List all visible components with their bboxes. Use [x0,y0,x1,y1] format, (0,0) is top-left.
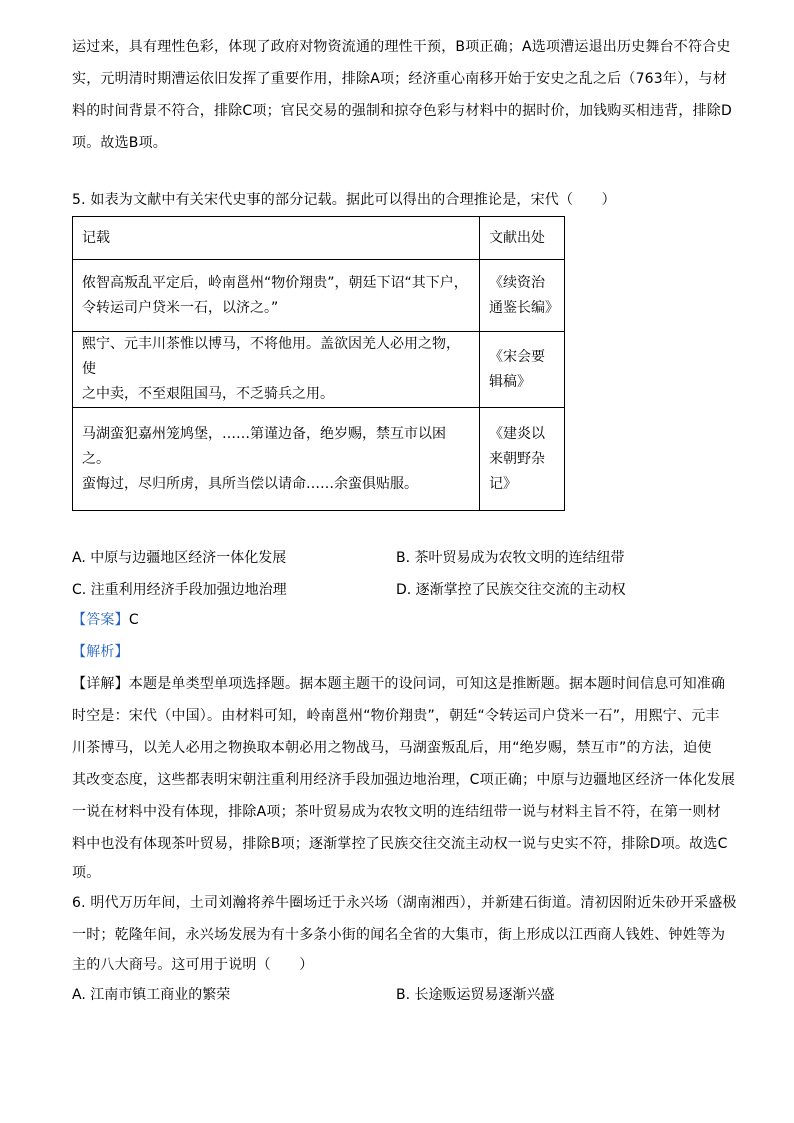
header-record: 记载 [73,217,480,260]
intro-line: 运过来，具有理性色彩，体现了政府对物资流通的理性干预，B项正确；A选项漕运退出历史舞台不符合史 [72,39,731,55]
analysis-line: 料中也没有体现茶叶贸易，排除B项；逐渐掌控了民族交往交流主动权一说与史实不符，排除D项。故选C [72,836,728,852]
table-header-row [73,217,565,260]
analysis-line: 川茶博马，以羌人必用之物换取本朝必用之物战马，马湖蛮叛乱后，用“绝岁赐，禁互市”的方法，迫使 [72,740,712,756]
intro-line: 料的时间背景不符合，排除C项；官民交易的强制和掠夺色彩与材料中的据时价，加钱购买相违背，排除D [72,103,732,119]
answer-value: C [128,612,139,628]
question-5-stem: 5. 如表为文献中有关宋代史事的部分记载。据此可以得出的合理推论是，宋代（ ） [72,192,616,208]
option-b: B. 茶叶贸易成为农牧文明的连结纽带 [396,550,625,566]
table-row [73,332,565,408]
answer-tag: 【答案】 [72,612,129,628]
record-cell: 熙宁、元丰川茶惟以博马，不将他用。盖欲因羌人必用之物，使 之中卖，不至艰阻国马，不乏骑兵之用。 [73,332,480,408]
q6-option-a: A. 江南市镇工商业的繁荣 [72,987,231,1003]
record-cell: 侬智高叛乱平定后，岭南邕州“物价翔贵”，朝廷下诏“其下户， 令转运司户贷米一石，以济之。” [73,260,480,332]
analysis-line: 【详解】本题是单类型单项选择题。据本题主题干的设问词，可知这是推断题。据本题时间信息可知准确 [72,676,726,692]
analysis-line: 其改变态度，这些都表明宋朝注重利用经济手段加强边地治理，C项正确；中原与边疆地区经济一体化发展 [72,772,736,788]
option-c: C. 注重利用经济手段加强边地治理 [72,582,287,598]
question-6-stem: 一时；乾隆年间，永兴场发展为有十多条小街的闻名全省的大集市，街上形成以江西商人钱姓、钟姓等为 [72,927,726,943]
source-cell: 《建炎以 来朝野杂 记》 [480,408,565,511]
option-a: A. 中原与边疆地区经济一体化发展 [72,550,287,566]
option-d: D. 逐渐掌控了民族交往交流的主动权 [396,582,626,598]
source-table [72,216,565,511]
source-cell: 《续资治 通鉴长编》 [480,260,565,332]
source-cell: 《宋会要 辑稿》 [480,332,565,408]
analysis-tag: 【解析】 [72,644,129,660]
intro-line: 项。故选B项。 [72,135,168,151]
q6-option-b: B. 长途贩运贸易逐渐兴盛 [396,987,555,1003]
table-row [73,260,565,332]
analysis-line: 项。 [72,865,101,881]
table-row [73,408,565,511]
header-source: 文献出处 [480,217,565,260]
analysis-line: 一说在材料中没有体现，排除A项；茶叶贸易成为农牧文明的连结纽带一说与材料主旨不符，在第一则材 [72,804,721,820]
analysis-line: 时空是：宋代（中国）。由材料可知，岭南邕州“物价翔贵”，朝廷“令转运司户贷米一石”，用熙宁、元丰 [72,708,720,724]
question-6-stem: 6. 明代万历年间，土司刘瀚将养牛圈场迁于永兴场（湖南湘西），并新建石街道。清初因附近朱砂开采盛极 [72,895,737,911]
question-6-stem: 主的八大商号。这可用于说明（ ） [72,957,314,973]
answer-line [72,610,139,630]
record-cell: 马湖蛮犯嘉州笼鸠堡，……第谨边备，绝岁赐，禁互市以困之。 蛮悔过，尽归所虏，具所当偿以请命……余蛮俱贴服。 [73,408,480,511]
intro-line: 实，元明清时期漕运依旧发挥了重要作用，排除A项；经济重心南移开始于安史之乱之后（763年），与材 [72,71,727,87]
